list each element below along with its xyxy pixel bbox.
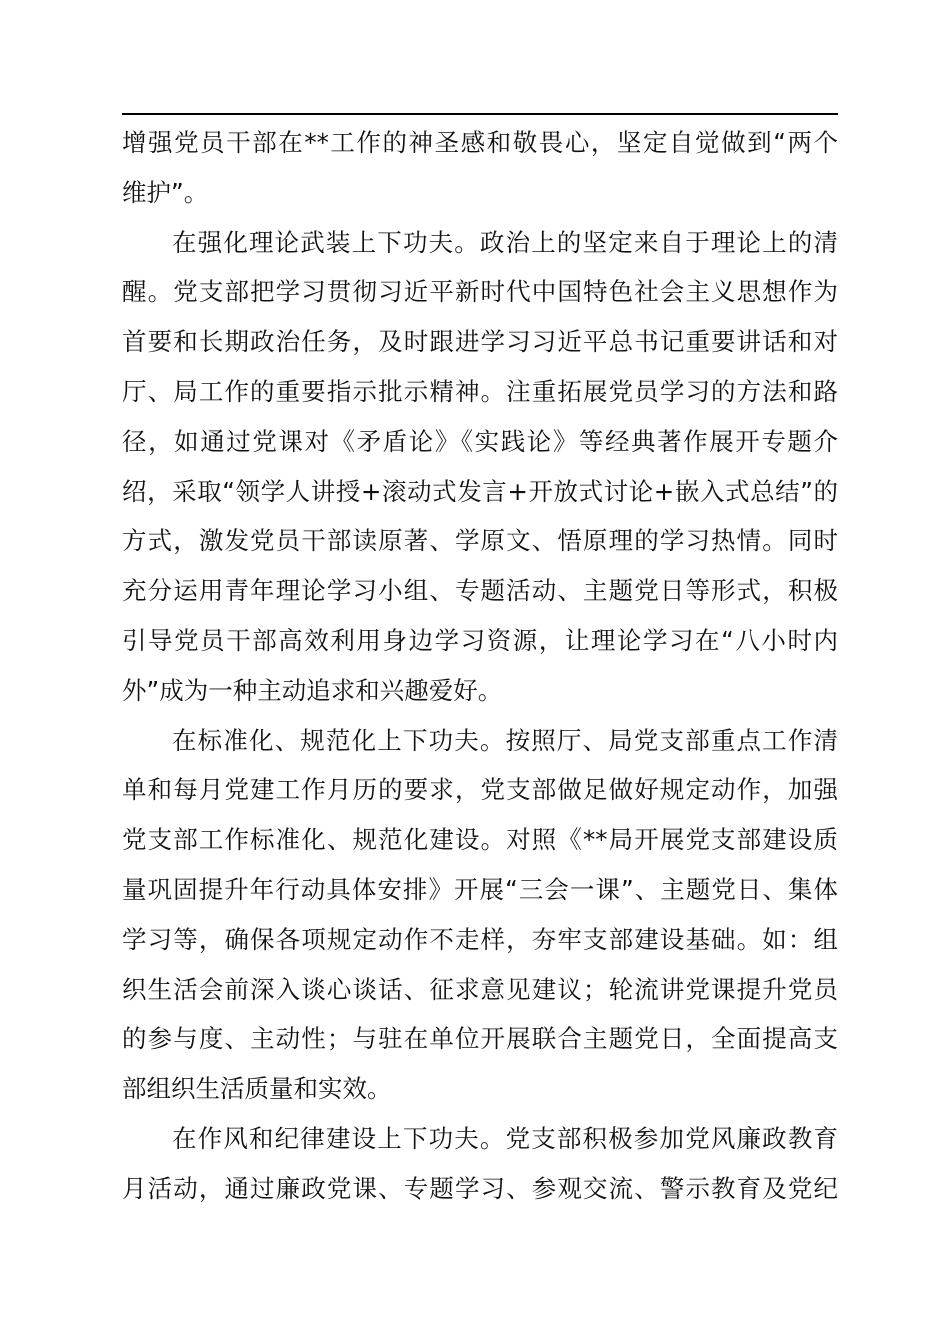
text-line: 径，如通过党课对《矛盾论》《实践论》等经典著作展开专题介 — [122, 426, 838, 456]
text-line: 单和每月党建工作月历的要求，党支部做足做好规定动作，加强 — [122, 775, 838, 805]
text-line: 充分运用青年理论学习小组、专题活动、主题党日等形式，积极 — [122, 576, 838, 606]
paragraph-heading-line: 在强化理论武装上下功夫。政治上的坚定来自于理论上的清 — [172, 227, 838, 257]
text-line: 厅、局工作的重要指示批示精神。注重拓展党员学习的方法和路 — [122, 376, 838, 406]
text-line: 外”成为一种主动追求和兴趣爱好。 — [122, 675, 503, 705]
text-line: 方式，激发党员干部读原著、学原文、悟原理的学习热情。同时 — [122, 526, 838, 556]
text-line: 醒。党支部把学习贯彻习近平新时代中国特色社会主义思想作为 — [122, 277, 838, 307]
text-line: 部组织生活质量和实效。 — [122, 1074, 392, 1104]
text-line: 织生活会前深入谈心谈话、征求意见建议；轮流讲党课提升党员 — [122, 974, 838, 1004]
text-line: 量巩固提升年行动具体安排》开展“三会一课”、主题党日、集体 — [122, 874, 838, 904]
text-line: 学习等，确保各项规定动作不走样，夯牢支部建设基础。如：组 — [122, 924, 838, 954]
text-line: 绍，采取“领学人讲授+滚动式发言+开放式讨论+嵌入式总结”的 — [122, 476, 838, 506]
text-line: 的参与度、主动性；与驻在单位开展联合主题党日，全面提高支 — [122, 1024, 838, 1054]
header-rule — [122, 113, 838, 115]
text-line: 维护”。 — [122, 177, 209, 207]
paragraph-heading-line: 在作风和纪律建设上下功夫。党支部积极参加党风廉政教育 — [172, 1123, 838, 1153]
text-line: 首要和长期政治任务，及时跟进学习习近平总书记重要讲话和对 — [122, 327, 838, 357]
text-line: 增强党员干部在**工作的神圣感和敬畏心，坚定自觉做到“两个 — [122, 128, 838, 157]
document-body — [122, 118, 838, 1214]
text-line: 引导党员干部高效利用身边学习资源，让理论学习在“八小时内 — [122, 625, 838, 655]
text-line: 月活动，通过廉政党课、专题学习、参观交流、警示教育及党纪 — [122, 1173, 838, 1203]
paragraph-heading-line: 在标准化、规范化上下功夫。按照厅、局党支部重点工作清 — [172, 725, 838, 755]
text-line: 党支部工作标准化、规范化建设。对照《**局开展党支部建设质 — [122, 825, 838, 855]
